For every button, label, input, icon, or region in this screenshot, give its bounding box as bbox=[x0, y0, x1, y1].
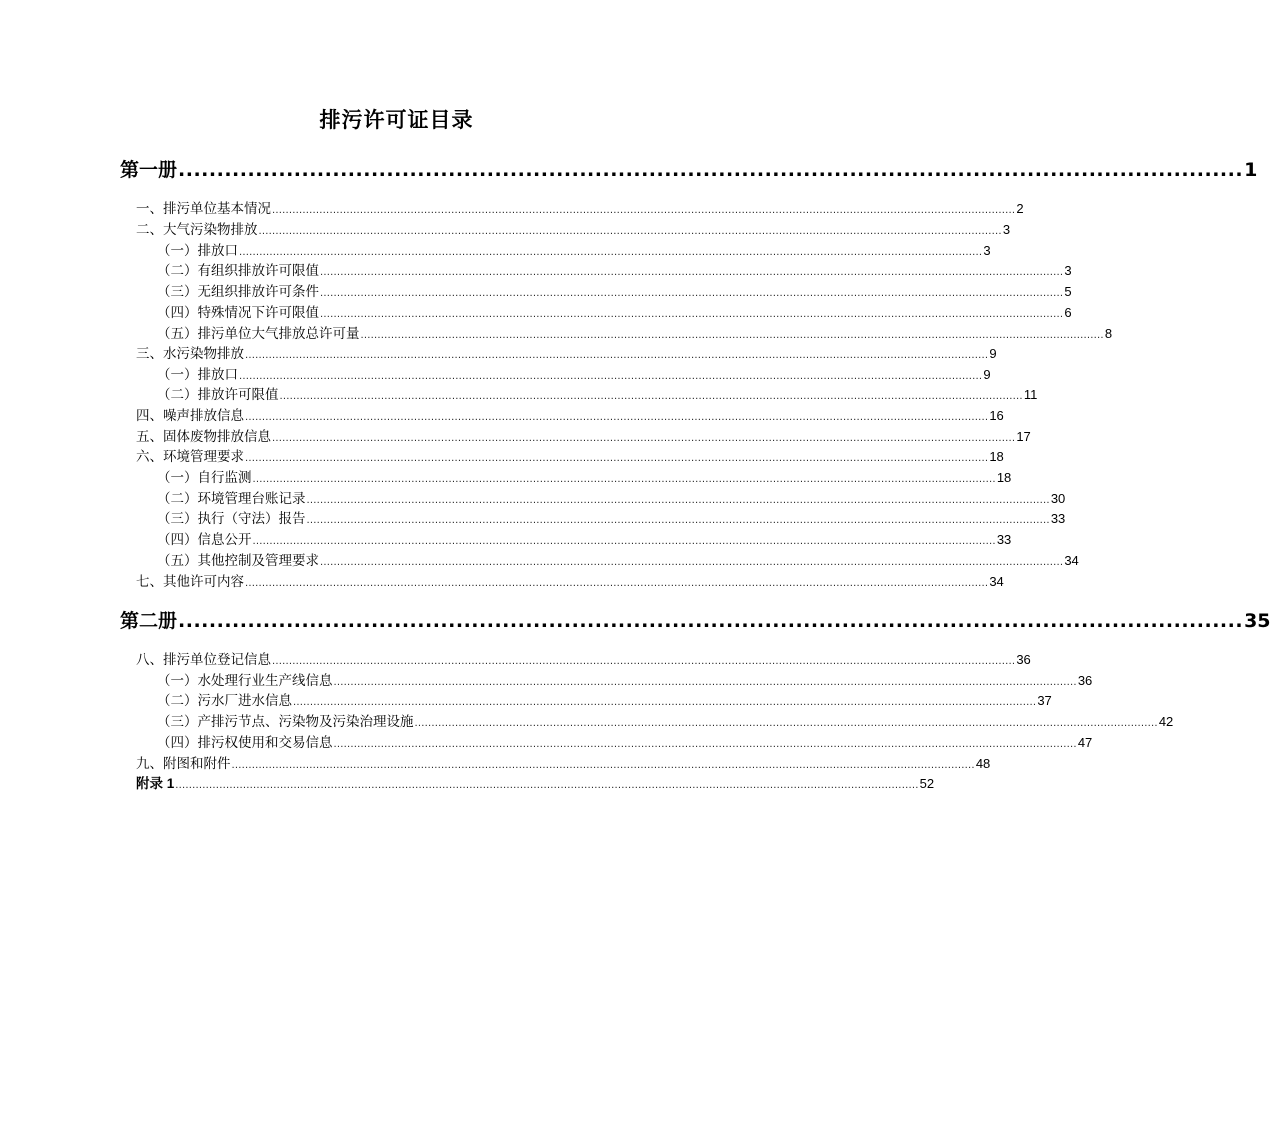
toc-entry-label: （一）排放口 bbox=[157, 243, 238, 259]
toc-leader-dots: ............................................................................................................................................................................................................................ bbox=[252, 536, 996, 547]
toc-entry-label: 一、排污单位基本情况 bbox=[136, 201, 271, 217]
toc-entry[interactable] bbox=[157, 364, 991, 385]
toc-leader-dots: ............................................................................................................................................................................................................................ bbox=[258, 226, 1002, 237]
toc-entry-label: （二）污水厂进水信息 bbox=[157, 693, 292, 709]
toc-leader-dots: ............................................................................................................................................................................................................................ bbox=[245, 453, 989, 464]
toc-entry[interactable] bbox=[136, 343, 997, 364]
toc-page-number: 18 bbox=[989, 449, 1004, 464]
toc-entry[interactable] bbox=[157, 732, 1093, 753]
toc-leader-dots: ............................................................................................................................................................................................................................ bbox=[252, 474, 996, 485]
toc-page-number: 8 bbox=[1104, 326, 1113, 341]
toc-entry[interactable] bbox=[157, 690, 1052, 711]
toc-entry[interactable] bbox=[157, 323, 1113, 344]
toc-leader-dots: ............................................................................................................................................................................................................................ bbox=[320, 309, 1064, 320]
toc-leader-dots: ............................................................................................................................................................................................................................ bbox=[245, 350, 989, 361]
toc-entry-label: 六、环境管理要求 bbox=[136, 449, 244, 465]
toc-page-number: 52 bbox=[919, 776, 935, 791]
toc-entry-label: （一）水处理行业生产线信息 bbox=[157, 673, 333, 689]
toc-entry[interactable] bbox=[157, 529, 1012, 550]
toc-entry[interactable] bbox=[157, 488, 1066, 509]
toc-entry[interactable] bbox=[157, 384, 1038, 405]
toc-entry-label: （三）无组织排放许可条件 bbox=[157, 284, 319, 300]
toc-leader-dots: ............................................................................................................................................................................................................................ bbox=[279, 391, 1023, 402]
toc-page-number: 1 bbox=[1244, 159, 1258, 181]
toc-leader-dots: ............................................................................................................................................................................................................................ bbox=[245, 412, 989, 423]
toc-entry-label: （四）信息公开 bbox=[157, 532, 252, 548]
toc-entry[interactable] bbox=[136, 426, 1031, 447]
toc-entry-label: 二、大气污染物排放 bbox=[136, 222, 258, 238]
toc-leader-dots: ............................................................................................................................................................................................................................ bbox=[320, 288, 1064, 299]
toc-leader-dots: ............................................................................................................................................................................................................................ bbox=[320, 267, 1064, 278]
toc-page-number: 37 bbox=[1037, 693, 1052, 708]
toc-leader-dots: .......................................................................................................................................... bbox=[178, 610, 1244, 632]
page-title: 排污许可证目录 bbox=[319, 108, 474, 132]
toc-page-number: 9 bbox=[983, 367, 991, 382]
toc-page-number: 47 bbox=[1077, 735, 1093, 750]
toc-entry-label: 四、噪声排放信息 bbox=[136, 408, 244, 424]
toc-entry[interactable] bbox=[157, 550, 1079, 571]
toc-entry[interactable] bbox=[157, 711, 1174, 732]
toc-page-number: 17 bbox=[1016, 429, 1031, 444]
toc-entry[interactable] bbox=[157, 508, 1066, 529]
toc-page-number: 30 bbox=[1050, 491, 1066, 506]
toc-entry-label: （二）有组织排放许可限值 bbox=[157, 263, 319, 279]
toc-entry-label: （三）产排污节点、污染物及污染治理设施 bbox=[157, 714, 414, 730]
toc-page-number: 3 bbox=[1002, 222, 1011, 237]
toc-leader-dots: ............................................................................................................................................................................................................................ bbox=[239, 247, 983, 258]
toc-entry[interactable] bbox=[157, 302, 1072, 323]
toc-entry-label: （二）环境管理台账记录 bbox=[157, 491, 306, 507]
toc-page-number: 33 bbox=[996, 532, 1012, 547]
toc-entry[interactable] bbox=[136, 219, 1011, 240]
toc-page-number: 2 bbox=[1016, 201, 1024, 216]
toc-entry-appendix[interactable] bbox=[136, 773, 935, 794]
toc-entry[interactable] bbox=[136, 649, 1031, 670]
toc-page-number: 3 bbox=[983, 243, 991, 258]
toc-entry-label: 八、排污单位登记信息 bbox=[136, 652, 271, 668]
toc-entry[interactable] bbox=[136, 571, 1004, 592]
toc-entry-label: 九、附图和附件 bbox=[136, 756, 231, 772]
toc-entry-label: （二）排放许可限值 bbox=[157, 387, 279, 403]
toc-leader-dots: ............................................................................................................................................................................................................................ bbox=[306, 495, 1050, 506]
toc-entry[interactable] bbox=[157, 240, 991, 261]
toc-leader-dots: ............................................................................................................................................................................................................................ bbox=[272, 433, 1016, 444]
toc-page-number: 34 bbox=[989, 574, 1004, 589]
toc-entry-label: （三）执行（守法）报告 bbox=[157, 511, 306, 527]
toc-leader-dots: ............................................................................................................................................................................................................................ bbox=[333, 739, 1077, 750]
toc-leader-dots: ............................................................................................................................................................................................................................ bbox=[333, 677, 1077, 688]
toc-page-number: 6 bbox=[1064, 305, 1072, 320]
toc-entry-label: （一）排放口 bbox=[157, 367, 238, 383]
toc-entry-label: 五、固体废物排放信息 bbox=[136, 429, 271, 445]
toc-page-number: 48 bbox=[975, 756, 991, 771]
toc-page-number: 42 bbox=[1158, 714, 1174, 729]
toc-page-number: 35 bbox=[1244, 610, 1271, 632]
toc-entry[interactable] bbox=[136, 198, 1024, 219]
toc-leader-dots: ............................................................................................................................................................................................................................ bbox=[231, 760, 975, 771]
toc-volume-2[interactable] bbox=[120, 606, 1271, 636]
toc-leader-dots: ............................................................................................................................................................................................................................ bbox=[414, 718, 1158, 729]
toc-entry-label: （一）自行监测 bbox=[157, 470, 252, 486]
toc-leader-dots: ............................................................................................................................................................................................................................ bbox=[245, 578, 989, 589]
toc-entry-label: 三、水污染物排放 bbox=[136, 346, 244, 362]
toc-page-number: 34 bbox=[1064, 553, 1079, 568]
toc-page-number: 36 bbox=[1077, 673, 1093, 688]
toc-leader-dots: ............................................................................................................................................................................................................................ bbox=[293, 697, 1037, 708]
toc-entry-label: （五）排污单位大气排放总许可量 bbox=[157, 326, 360, 342]
toc-entry-label: （四）特殊情况下许可限值 bbox=[157, 305, 319, 321]
toc-entry-label: 七、其他许可内容 bbox=[136, 574, 244, 590]
toc-entry[interactable] bbox=[136, 446, 1004, 467]
toc-leader-dots: ............................................................................................................................................................................................................................ bbox=[320, 557, 1064, 568]
toc-entry[interactable] bbox=[157, 260, 1072, 281]
toc-leader-dots: ............................................................................................................................................................................................................................ bbox=[175, 780, 919, 791]
toc-entry[interactable] bbox=[136, 753, 991, 774]
toc-leader-dots: ............................................................................................................................................................................................................................ bbox=[239, 371, 983, 382]
toc-leader-dots: .......................................................................................................................................... bbox=[178, 159, 1244, 181]
toc-entry-label: （四）排污权使用和交易信息 bbox=[157, 735, 333, 751]
toc-page-number: 9 bbox=[989, 346, 997, 361]
toc-entry[interactable] bbox=[136, 405, 1004, 426]
toc-page-number: 36 bbox=[1016, 652, 1031, 667]
toc-page-number: 11 bbox=[1023, 387, 1038, 402]
toc-page-number: 16 bbox=[989, 408, 1004, 423]
toc-entry-label: 附录 1 bbox=[136, 776, 175, 791]
toc-entry[interactable] bbox=[157, 670, 1093, 691]
toc-leader-dots: ............................................................................................................................................................................................................................ bbox=[272, 205, 1016, 216]
toc-entry-label: （五）其他控制及管理要求 bbox=[157, 553, 319, 569]
toc-volume-1[interactable] bbox=[120, 155, 1258, 185]
toc-volume-label: 第二册 bbox=[120, 610, 178, 632]
toc-leader-dots: ............................................................................................................................................................................................................................ bbox=[272, 656, 1016, 667]
toc-page-number: 18 bbox=[996, 470, 1012, 485]
toc-page-number: 3 bbox=[1064, 263, 1072, 278]
toc-leader-dots: ............................................................................................................................................................................................................................ bbox=[360, 330, 1104, 341]
toc-entry[interactable] bbox=[157, 467, 1012, 488]
toc-entry[interactable] bbox=[157, 281, 1072, 302]
toc-leader-dots: ............................................................................................................................................................................................................................ bbox=[306, 515, 1050, 526]
toc-volume-label: 第一册 bbox=[120, 159, 178, 181]
toc-page-number: 33 bbox=[1050, 511, 1066, 526]
toc-page-number: 5 bbox=[1064, 284, 1072, 299]
